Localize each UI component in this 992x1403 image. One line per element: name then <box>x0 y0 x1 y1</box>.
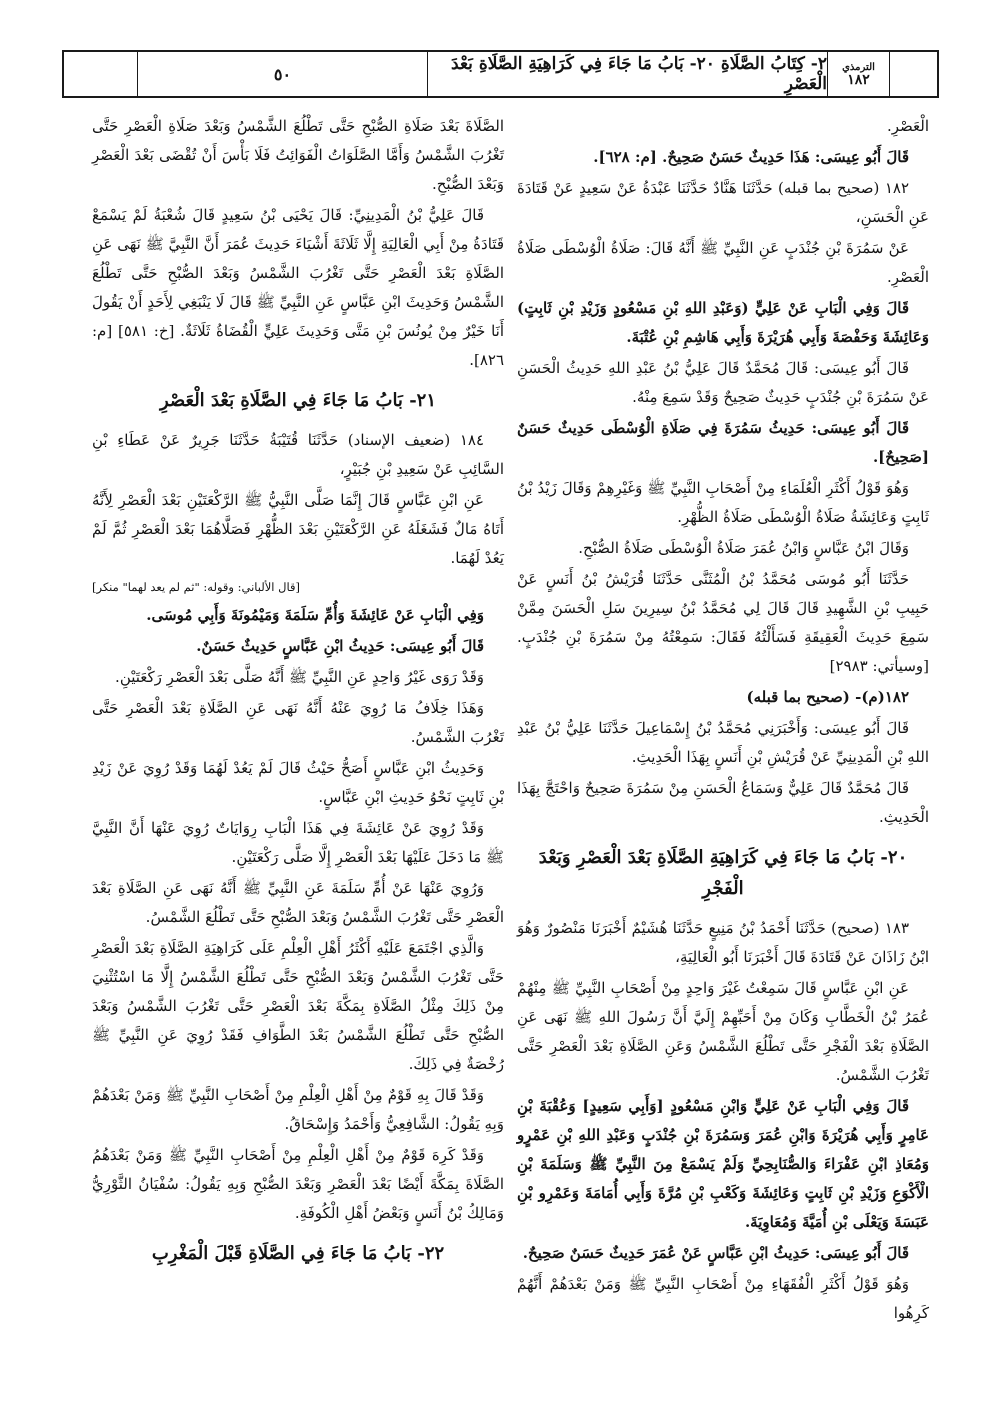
left-column <box>92 112 504 1279</box>
paragraph: قَالَ أَبُو عِيسَى: قَالَ مُحَمَّدٌ قَالَ عَلِيُّ بْنُ عَبْدِ اللهِ حَدِيثُ الْحَسَنِ عَنْ سَمُرَةَ بْنِ جُنْدَبٍ حَدِيثٌ صَحِيحٌ وَقَدْ سَمِعَ مِنْهُ. <box>517 359 929 406</box>
paragraph: قَالَ وَفِي الْبَابِ عَنْ عَلِيٍّ وَابْنِ مَسْعُودٍ [وَأَبِي سَعِيدٍ] وَعُقْبَةَ بْنِ عَامِرٍ وَأَبِي هُرَيْرَةَ وَابْنِ عُمَرَ وَسَمُرَةَ بْنِ جُنْدَبٍ وَعَبْدِ اللهِ بْنِ عَمْرٍو وَمُعَاذِ ابْنِ عَفْرَاءَ وَالصُّنَابِحِيِّ وَلَمْ يَسْمَعْ مِنَ النَّبِيِّ ﷺ وَسَلَمَةَ بْنِ الْأَكْوَعِ وَزَيْدِ بْنِ ثَابِتٍ وَعَائِشَةَ وَكَعْبِ بْنِ مُرَّةَ وَأَبِي أُمَامَةَ وَعَمْرِو بْنِ عَبَسَةَ وَيَعْلَى بْنِ أُمَيَّةَ وَمُعَاوِيَةَ. <box>517 1097 929 1231</box>
paragraph: وَرُوِيَ عَنْهَا عَنْ أُمِّ سَلَمَةَ عَنِ النَّبِيِّ ﷺ أَنَّهُ نَهَى عَنِ الصَّلَاةِ بَعْدَ الْعَصْرِ حَتَّى تَغْرُبَ الشَّمْسُ وَبَعْدَ الصُّبْحِ حَتَّى تَطْلُعَ الشَّمْسُ. <box>92 879 504 926</box>
paragraph: عَنِ ابْنِ عَبَّاسٍ قَالَ سَمِعْتُ غَيْرَ وَاحِدٍ مِنْ أَصْحَابِ النَّبِيِّ ﷺ مِنْهُمْ عُمَرُ بْنُ الْخَطَّابِ وَكَانَ مِنْ أَحَبِّهِمْ إِلَيَّ أَنَّ رَسُولَ اللهِ ﷺ نَهَى عَنِ الصَّلَاةِ بَعْدَ الْفَجْرِ حَتَّى تَطْلُعَ الشَّمْسُ وَعَنِ الصَّلَاةِ بَعْدَ الْعَصْرِ حَتَّى تَغْرُبَ الشَّمْسُ. <box>517 979 929 1084</box>
chapter-title: ٢- كِتَابُ الصَّلَاةِ ٢٠- بَابُ مَا جَاءَ فِي كَرَاهِيَةِ الصَّلَاةِ بَعْدَ الْعَصْرِ <box>427 52 827 96</box>
paragraph: الْعَصْرِ. <box>886 117 929 135</box>
paragraph: وَفِي الْبَابِ عَنْ عَائِشَةَ وَأُمِّ سَلَمَةَ وَمَيْمُونَةَ وَأَبِي مُوسَى. <box>146 606 484 624</box>
paragraph: قَالَ مُحَمَّدٌ قَالَ عَلِيٌّ وَسَمَاعُ الْحَسَنِ مِنْ سَمُرَةَ صَحِيحٌ وَاحْتَجَّ بِهَذَا الْحَدِيثِ. <box>517 779 929 826</box>
chapter-heading: ٢١- بَابُ مَا جَاءَ فِي الصَّلَاةِ بَعْدَ الْعَصْرِ <box>159 390 437 411</box>
footnote: [قال الألباني: وقوله: "ثم لم يعد لهما" منكر] <box>92 580 301 594</box>
paragraph: وَالَّذِي اجْتَمَعَ عَلَيْهِ أَكْثَرُ أَهْلِ الْعِلْمِ عَلَى كَرَاهِيَةِ الصَّلَاةِ بَعْدَ الْعَصْرِ حَتَّى تَغْرُبَ الشَّمْسُ وَبَعْدَ الصُّبْحِ حَتَّى تَطْلُعَ الشَّمْسُ إِلَّا مَا اسْتُثْنِيَ مِنْ ذَلِكَ مِثْلُ الصَّلَاةِ بِمَكَّةَ بَعْدَ الْعَصْرِ حَتَّى تَغْرُبَ الشَّمْسُ وَبَعْدَ الصُّبْحِ حَتَّى تَطْلُعَ الشَّمْسُ بَعْدَ الطَّوَافِ فَقَدْ رُوِيَ عَنِ النَّبِيِّ ﷺ رُخْصَةٌ فِي ذَلِكَ. <box>92 939 504 1073</box>
paragraph: وَهُوَ قَوْلُ أَكْثَرِ الْفُقَهَاءِ مِنْ أَصْحَابِ النَّبِيِّ ﷺ وَمَنْ بَعْدَهُمْ أَنَّهُمْ كَرِهُوا <box>517 1275 929 1322</box>
paragraph: قَالَ عَلِيُّ بْنُ الْمَدِينِيِّ: قَالَ يَحْيَى بْنُ سَعِيدٍ قَالَ شُعْبَةُ لَمْ يَسْمَعْ قَتَادَةُ مِنْ أَبِي الْعَالِيَةِ إِلَّا ثَلَاثَةَ أَشْيَاءَ حَدِيثَ عُمَرَ أَنَّ النَّبِيَّ ﷺ نَهَى عَنِ الصَّلَاةِ بَعْدَ الْعَصْرِ حَتَّى تَغْرُبَ الشَّمْسُ وَبَعْدَ الصُّبْحِ حَتَّى تَطْلُعَ الشَّمْسُ وَحَدِيثَ ابْنِ عَبَّاسٍ عَنِ النَّبِيِّ ﷺ قَالَ لَا يَنْبَغِي لِأَحَدٍ أَنْ يَقُولَ أَنَا خَيْرٌ مِنْ يُونُسَ بْنِ مَتَّى وَحَدِيثَ عَلِيٍّ الْقُضَاةُ ثَلَاثَةٌ. [خ: ٥٨١] [م: ٨٢٦]. <box>92 206 504 369</box>
paragraph: وَقَدْ كَرِهَ قَوْمٌ مِنْ أَهْلِ الْعِلْمِ مِنْ أَصْحَابِ النَّبِيِّ ﷺ وَمَنْ بَعْدَهُمُ الصَّلَاةَ بِمَكَّةَ أَيْضًا بَعْدَ الْعَصْرِ وَبَعْدَ الصُّبْحِ وَبِهِ يَقُولُ: سُفْيَانُ الثَّوْرِيُّ وَمَالِكُ بْنُ أَنَسٍ وَبَعْضُ أَهْلِ الْكُوفَةِ. <box>92 1146 504 1222</box>
paragraph: قَالَ وَفِي الْبَابِ عَنْ عَلِيٍّ (وَعَبْدِ اللهِ بْنِ مَسْعُودٍ وَزَيْدِ بْنِ ثَابِتٍ) وَعَائِشَةَ وَحَفْصَةَ وَأَبِي هُرَيْرَةَ وَأَبِي هَاشِمِ بْنِ عُتْبَةَ. <box>517 299 929 346</box>
paragraph: قَالَ أَبُو عِيسَى: حَدِيثُ ابْنِ عَبَّاسٍ حَدِيثٌ حَسَنٌ. <box>196 637 484 655</box>
hadith-paragraph: ١٨٢(م)- (صحيح بما قبله) <box>746 688 909 706</box>
paragraph: وَقَدْ رَوَى غَيْرُ وَاحِدٍ عَنِ النَّبِيِّ ﷺ أَنَّهُ صَلَّى بَعْدَ الْعَصْرِ رَكْعَتَيْنِ. <box>115 668 484 686</box>
paragraph: الصَّلَاةَ بَعْدَ صَلَاةِ الصُّبْحِ حَتَّى تَطْلُعَ الشَّمْسُ وَبَعْدَ صَلَاةِ الْعَصْرِ حَتَّى تَغْرُبَ الشَّمْسُ وَأَمَّا الصَّلَوَاتُ الْفَوَائِتُ فَلَا بَأْسَ أَنْ تُقْضَى بَعْدَ الْعَصْرِ وَبَعْدَ الصُّبْحِ. <box>92 117 504 193</box>
paragraph: وَقَدْ رُوِيَ عَنْ عَائِشَةَ فِي هَذَا الْبَابِ رِوَايَاتٌ رُوِيَ عَنْهَا أَنَّ النَّبِيَّ ﷺ مَا دَخَلَ عَلَيْهَا بَعْدَ الْعَصْرِ إِلَّا صَلَّى رَكْعَتَيْنِ. <box>92 819 504 866</box>
paragraph: وَقَالَ ابْنُ عَبَّاسٍ وَابْنُ عُمَرَ صَلَاةُ الْوُسْطَى صَلَاةُ الصُّبْحِ. <box>578 539 909 557</box>
book-number: ١٨٢ <box>847 72 870 88</box>
paragraph: وَهَذَا خِلَافُ مَا رُوِيَ عَنْهُ أَنَّهُ نَهَى عَنِ الصَّلَاةِ بَعْدَ الْعَصْرِ حَتَّى تَغْرُبَ الشَّمْسُ. <box>92 699 504 746</box>
chapter-heading: ٢٢- بَابُ مَا جَاءَ فِي الصَّلَاةِ قَبْلَ الْمَغْرِبِ <box>151 1243 445 1264</box>
chapter-heading: ٢٠- بَابُ مَا جَاءَ فِي كَرَاهِيَةِ الصَّلَاةِ بَعْدَ الْعَصْرِ وَبَعْدَ الْفَجْرِ <box>538 847 908 899</box>
paragraph: وَقَدْ قَالَ بِهِ قَوْمٌ مِنْ أَهْلِ الْعِلْمِ مِنْ أَصْحَابِ النَّبِيِّ ﷺ وَمَنْ بَعْدَهُمْ وَبِهِ يَقُولُ: الشَّافِعِيُّ وَأَحْمَدُ وَإِسْحَاقُ. <box>92 1086 504 1133</box>
book-label: الترمذي <box>842 62 875 73</box>
page-number: ٥٠ <box>137 52 427 96</box>
book-ref <box>827 52 889 96</box>
paragraph: وَحَدِيثُ ابْنِ عَبَّاسٍ أَصَحُّ حَيْثُ قَالَ لَمْ يَعُدْ لَهُمَا وَقَدْ رُوِيَ عَنْ زَيْدِ بْنِ ثَابِتٍ نَحْوُ حَدِيثِ ابْنِ عَبَّاسٍ. <box>92 759 504 806</box>
hadith-paragraph: ١٨٤ (ضعيف الإسناد) حَدَّثَنَا قُتَيْبَةُ حَدَّثَنَا جَرِيرٌ عَنْ عَطَاءِ بْنِ السَّائِبِ عَنْ سَعِيدِ بْنِ جُبَيْرٍ، <box>92 431 504 478</box>
header-side-box <box>889 52 937 96</box>
header-side-box-left <box>89 52 137 96</box>
paragraph: قَالَ أَبُو عِيسَى: حَدِيثُ سَمُرَةَ فِي صَلَاةِ الْوُسْطَى حَدِيثٌ حَسَنٌ [صَحِيحٌ]. <box>517 419 929 466</box>
paragraph: وَهُوَ قَوْلُ أَكْثَرِ الْعُلَمَاءِ مِنْ أَصْحَابِ النَّبِيِّ ﷺ وَغَيْرِهِمْ وَقَالَ زَيْدُ بْنُ ثَابِتٍ وَعَائِشَةُ صَلَاةُ الْوُسْطَى صَلَاةُ الظُّهْرِ. <box>517 479 929 526</box>
right-column <box>517 112 929 1330</box>
paragraph: عَنْ سَمُرَةَ بْنِ جُنْدَبٍ عَنِ النَّبِيِّ ﷺ أَنَّهُ قَالَ: صَلَاةُ الْوُسْطَى صَلَاةُ الْعَصْرِ. <box>517 239 929 286</box>
page-header <box>62 50 939 98</box>
hadith-paragraph: ١٨٣ (صحيح) حَدَّثَنَا أَحْمَدُ بْنُ مَنِيعٍ حَدَّثَنَا هُشَيْمٌ أَخْبَرَنَا مَنْصُورٌ وَهُوَ ابْنُ زَاذَانَ عَنْ قَتَادَةَ قَالَ أَخْبَرَنَا أَبُو الْعَالِيَةِ، <box>517 919 929 966</box>
paragraph: حَدَّثَنَا أَبُو مُوسَى مُحَمَّدُ بْنُ الْمُثَنَّى حَدَّثَنَا قُرَيْشُ بْنُ أَنَسٍ عَنْ حَبِيبِ بْنِ الشَّهِيدِ قَالَ قَالَ لِي مُحَمَّدُ بْنُ سِيرِينَ سَلِ الْحَسَنَ مِمَّنْ سَمِعَ حَدِيثَ الْعَقِيقَةِ فَسَأَلْتُهُ فَقَالَ: سَمِعْتُهُ مِنْ سَمُرَةَ بْنِ جُنْدَبٍ. [وسيأتي: ٢٩٨٣] <box>517 570 929 675</box>
paragraph: عَنِ ابْنِ عَبَّاسٍ قَالَ إِنَّمَا صَلَّى النَّبِيُّ ﷺ الرَّكْعَتَيْنِ بَعْدَ الْعَصْرِ لِأَنَّهُ أَتَاهُ مَالٌ فَشَغَلَهُ عَنِ الرَّكْعَتَيْنِ بَعْدَ الظُّهْرِ فَصَلَّاهُمَا بَعْدَ الْعَصْرِ ثُمَّ لَمْ يَعُدْ لَهُمَا. <box>92 491 504 567</box>
paragraph: قَالَ أَبُو عِيسَى: هَذَا حَدِيثٌ حَسَنٌ صَحِيحٌ. [م: ٦٢٨]. <box>593 148 909 166</box>
paragraph: قَالَ أَبُو عِيسَى: وَأَخْبَرَنِي مُحَمَّدُ بْنُ إِسْمَاعِيلَ حَدَّثَنَا عَلِيُّ بْنُ عَبْدِ اللهِ بْنِ الْمَدِينِيِّ عَنْ قُرَيْشِ بْنِ أَنَسٍ بِهَذَا الْحَدِيثِ. <box>517 719 929 766</box>
paragraph: قَالَ أَبُو عِيسَى: حَدِيثُ ابْنِ عَبَّاسٍ عَنْ عُمَرَ حَدِيثٌ حَسَنٌ صَحِيحٌ. <box>522 1244 909 1262</box>
hadith-paragraph: ١٨٢ (صحيح بما قبله) حَدَّثَنَا هَنَّادٌ حَدَّثَنَا عَبْدَةُ عَنْ سَعِيدٍ عَنْ قَتَادَةَ عَنِ الْحَسَنِ، <box>517 179 929 226</box>
